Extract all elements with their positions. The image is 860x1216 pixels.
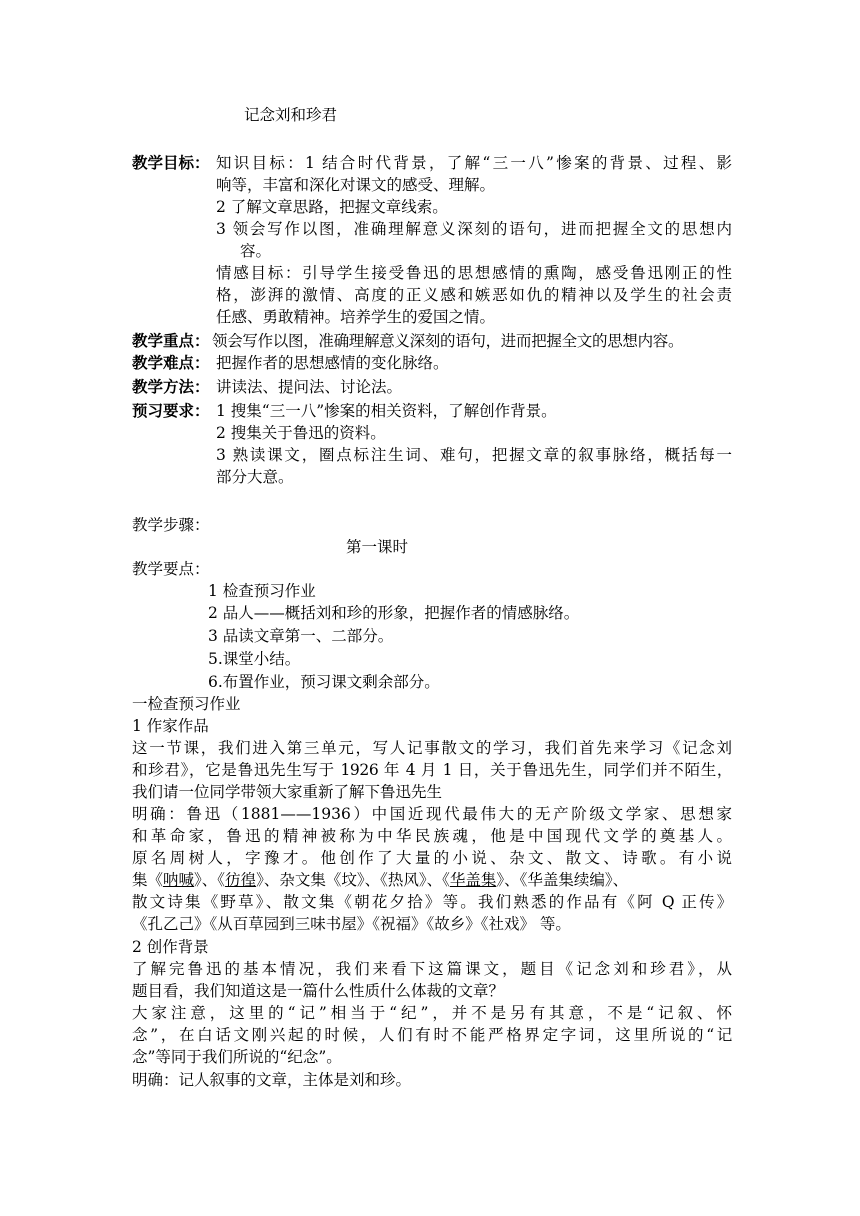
list-item: 6.布置作业，预习课文剩余部分。 [208, 673, 440, 691]
paragraph-line: 我们请一位同学带领大家重新了解下鲁迅先生 [132, 783, 443, 801]
section-heading: 一检查预习作业 [132, 695, 241, 713]
book-title-link: 呐喊 [163, 871, 195, 889]
objectives-line: 2 了解文章思路，把握文章线索。 [216, 198, 448, 216]
paragraph-line: 明确：记人叙事的文章，主体是刘和珍。 [132, 1071, 412, 1089]
list-item: 5.课堂小结。 [208, 650, 301, 668]
preview-line: 1 搜集“三一八”惨案的相关资料，了解创作背景。 [216, 402, 557, 420]
paragraph-line: 念”等同于我们所说的“纪念”。 [132, 1048, 342, 1066]
document-title: 记念刘和珍君 [244, 106, 338, 124]
subsection-heading: 1 作家作品 [132, 717, 209, 735]
paragraph-line: 这一节课，我们进入第三单元，写人记事散文的学习，我们首先来学习《记念刘 [132, 739, 732, 757]
objectives-line: 任感、勇敢精神。培养学生的爱国之情。 [216, 308, 496, 326]
paragraph-line: 和珍君》，它是鲁迅先生写于 1926 年 4 月 1 日，关于鲁迅先生，同学们并不陌生， [132, 761, 732, 779]
objectives-line: 格，澎湃的激情、高度的正义感和嫉恶如仇的精神以及学生的社会责 [216, 286, 732, 304]
points-label: 教学要点： [132, 560, 210, 578]
paragraph-line: 题目看，我们知道这是一篇什么性质什么体裁的文章？ [132, 982, 505, 1000]
methods-label: 教学方法： [132, 377, 210, 396]
paragraph-line: 和革命家，鲁迅的精神被称为中华民族魂，他是中国现代文学的奠基人。 [132, 827, 732, 845]
paragraph-line: 明确：鲁迅（1881——1936）中国近现代最伟大的无产阶级文学家、思想家 [132, 805, 732, 823]
text-run: 集《 [132, 871, 164, 889]
lesson-title: 第一课时 [346, 538, 409, 556]
preview-label: 预习要求： [132, 401, 210, 420]
objectives-label: 教学目标： [132, 153, 210, 172]
text-run: 》、杂文集《坟》、《热风》、《 [256, 871, 450, 889]
paragraph-line: 原名周树人，字豫才。他创作了大量的小说、杂文、散文、诗歌。有小说 [132, 849, 732, 867]
book-title-link: 华盖集 [449, 871, 497, 889]
objectives-line: 容。 [240, 242, 272, 260]
objectives-line: 知识目标：1 结合时代背景，了解“三一八”惨案的背景、过程、影 [216, 154, 732, 172]
text-run: 》、《 [194, 871, 226, 889]
book-title-link: 彷徨 [225, 871, 257, 889]
objectives-line: 情感目标：引导学生接受鲁迅的思想感情的熏陶，感受鲁迅刚正的性 [216, 264, 732, 282]
paragraph-line: 大家注意，这里的“记”相当于“纪”，并不是另有其意，不是“记叙、怀 [132, 1004, 732, 1022]
preview-line: 2 搜集关于鲁迅的资料。 [216, 424, 386, 442]
methods-text: 讲读法、提问法、讨论法。 [216, 378, 403, 396]
key-point-text: 领会写作以图，准确理解意义深刻的语句，进而把握全文的思想内容。 [212, 332, 684, 350]
text-run: 》、《华盖集续编》、 [496, 871, 629, 889]
list-item: 2 品人——概括刘和珍的形象，把握作者的情感脉络。 [208, 604, 580, 622]
paragraph-line: 念”，在白话文刚兴起的时候，人们有时不能严格界定字词，这里所说的“记 [132, 1026, 732, 1044]
objectives-line: 3 领会写作以图，准确理解意义深刻的语句，进而把握全文的思想内 [216, 220, 732, 238]
preview-line: 3 熟读课文，圈点标注生词、难句，把握文章的叙事脉络，概括每一 [216, 446, 732, 464]
paragraph-line: 散文诗集《野草》、散文集《朝花夕拾》等。我们熟悉的作品有《阿 Q 正传》 [132, 893, 732, 911]
paragraph-line [132, 869, 732, 891]
difficulty-label: 教学难点： [132, 353, 210, 372]
steps-label: 教学步骤： [132, 516, 210, 534]
objectives-line: 响等，丰富和深化对课文的感受、理解。 [216, 176, 496, 194]
difficulty-text: 把握作者的思想感情的变化脉络。 [216, 354, 449, 372]
subsection-heading: 2 创作背景 [132, 938, 209, 956]
paragraph-line: 《孔乙己》《从百草园到三味书屋》《祝福》《故乡》《社戏》 等。 [132, 915, 571, 933]
paragraph-line: 了解完鲁迅的基本情况，我们来看下这篇课文，题目《记念刘和珍君》，从 [132, 960, 732, 978]
preview-line: 部分大意。 [216, 468, 294, 486]
list-item: 1 检查预习作业 [208, 582, 316, 600]
key-point-label: 教学重点： [132, 331, 210, 350]
list-item: 3 品读文章第一、二部分。 [208, 627, 394, 645]
